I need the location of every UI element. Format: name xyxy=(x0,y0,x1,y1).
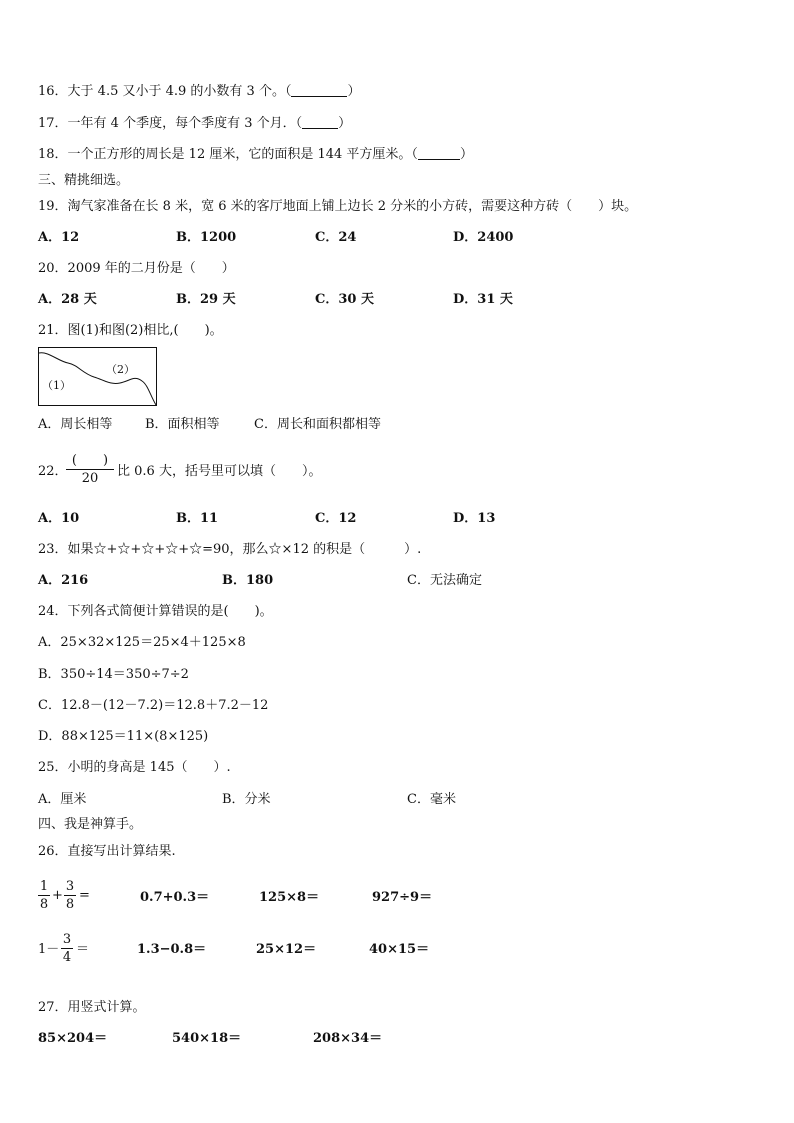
fraction-3-4 xyxy=(61,932,73,965)
q25-option-a[interactable]: A．厘米 xyxy=(38,792,87,807)
fraction-denominator: 4 xyxy=(62,950,72,965)
calc-927-div-9[interactable]: 927÷9＝ xyxy=(372,890,433,905)
q24-option-a[interactable]: A．25×32×125＝25×4＋125×8 xyxy=(38,635,246,650)
q22-option-d[interactable]: D．13 xyxy=(453,511,496,526)
question-21: 21．图(1)和图(2)相比,( )。 xyxy=(38,323,223,338)
q20-option-a[interactable]: A．28 天 xyxy=(38,292,97,307)
fraction-denominator: 20 xyxy=(81,471,99,486)
q19-option-b[interactable]: B．1200 xyxy=(176,230,237,245)
q24-option-c[interactable]: C．12.8－(12－7.2)＝12.8＋7.2－12 xyxy=(38,698,269,713)
answer-blank[interactable] xyxy=(291,84,347,97)
fraction-numerator: 3 xyxy=(65,879,75,894)
q25-option-c[interactable]: C．毫米 xyxy=(407,792,456,807)
q19-option-a[interactable]: A．12 xyxy=(38,230,80,245)
figure-label-2: （2） xyxy=(106,363,135,376)
q16-text: 16．大于 4.5 又小于 4.9 的小数有 3 个。（ xyxy=(38,84,292,99)
section-4-heading: 四、我是神算手。 xyxy=(38,817,143,832)
fraction-numerator: 3 xyxy=(62,932,72,947)
q21-option-c[interactable]: C．周长和面积都相等 xyxy=(254,417,381,432)
q23-option-b[interactable]: B．180 xyxy=(222,573,274,588)
figure-label-1: （1） xyxy=(42,379,71,392)
q19-option-d[interactable]: D．2400 xyxy=(453,230,514,245)
q24-option-d[interactable]: D．88×125＝11×(8×125) xyxy=(38,729,209,744)
q22-option-b[interactable]: B．11 xyxy=(176,511,219,526)
figure-rectangle xyxy=(39,348,157,406)
q17-close: ） xyxy=(338,116,352,131)
calc-540-times-18[interactable]: 540×18＝ xyxy=(172,1031,242,1046)
calc-25-times-12[interactable]: 25×12＝ xyxy=(256,942,317,957)
one-minus: 1－ xyxy=(38,942,60,957)
fraction-bar xyxy=(61,948,73,949)
q22-text: 比 0.6 大，括号里可以填（ ）。 xyxy=(117,464,322,479)
q22-fraction xyxy=(66,453,114,486)
q22-option-a[interactable]: A．10 xyxy=(38,511,80,526)
plus-sign: + xyxy=(52,888,63,903)
question-18 xyxy=(38,147,473,163)
answer-blank[interactable] xyxy=(418,147,460,160)
section-3-heading: 三、精挑细选。 xyxy=(38,173,130,188)
q20-option-d[interactable]: D．31 天 xyxy=(453,292,513,307)
q19-option-c[interactable]: C．24 xyxy=(315,230,357,245)
q24-option-b[interactable]: B．350÷14＝350÷7÷2 xyxy=(38,667,189,682)
fraction-numerator: 1 xyxy=(39,879,49,894)
q18-text: 18．一个正方形的周长是 12 厘米，它的面积是 144 平方厘米。（ xyxy=(38,147,418,162)
q23-option-a[interactable]: A．216 xyxy=(38,573,89,588)
q20-option-b[interactable]: B．29 天 xyxy=(176,292,236,307)
q21-option-a[interactable]: A．周长相等 xyxy=(38,417,113,432)
fraction-denominator: 8 xyxy=(65,897,75,912)
calc-208-times-34[interactable]: 208×34＝ xyxy=(313,1031,383,1046)
fraction-3-8 xyxy=(64,879,76,912)
fraction-bar xyxy=(64,895,76,896)
question-24: 24．下列各式简便计算错误的是( )。 xyxy=(38,604,273,619)
q23-option-c[interactable]: C．无法确定 xyxy=(407,573,482,588)
question-16 xyxy=(38,84,360,100)
fraction-denominator: 8 xyxy=(39,897,49,912)
q16-close: ） xyxy=(347,84,361,99)
question-27: 27．用竖式计算。 xyxy=(38,1000,146,1015)
question-17 xyxy=(38,116,351,132)
question-20: 20．2009 年的二月份是（ ） xyxy=(38,261,235,276)
equals-sign[interactable]: = xyxy=(79,888,90,903)
calc-40-times-15[interactable]: 40×15＝ xyxy=(369,942,430,957)
calc-125-times-8[interactable]: 125×8＝ xyxy=(259,890,320,905)
q22-number: 22． xyxy=(38,464,68,479)
fraction-bar xyxy=(66,469,114,470)
question-23: 23．如果☆+☆+☆+☆+☆=90，那么☆×12 的积是（ ）. xyxy=(38,542,422,557)
question-19: 19．淘气家准备在长 8 米，宽 6 米的客厅地面上铺上边长 2 分米的小方砖，需要这种方砖（ ）块。 xyxy=(38,199,638,214)
question-25: 25．小明的身高是 145（ ）. xyxy=(38,760,231,775)
fraction-numerator[interactable]: ( ) xyxy=(71,453,109,468)
question-26: 26．直接写出计算结果. xyxy=(38,844,176,859)
calc-85-times-204[interactable]: 85×204＝ xyxy=(38,1031,108,1046)
fraction-bar xyxy=(38,895,50,896)
q21-option-b[interactable]: B．面积相等 xyxy=(145,417,220,432)
q20-option-c[interactable]: C．30 天 xyxy=(315,292,374,307)
q18-close: ） xyxy=(459,147,473,162)
q21-figure xyxy=(38,347,158,407)
calc-0-7-plus-0-3[interactable]: 0.7+0.3＝ xyxy=(140,890,210,905)
calc-1-3-minus-0-8[interactable]: 1.3−0.8＝ xyxy=(137,942,207,957)
fraction-1-8 xyxy=(38,879,50,912)
q25-option-b[interactable]: B．分米 xyxy=(222,792,271,807)
q17-text: 17．一年有 4 个季度，每个季度有 3 个月．（ xyxy=(38,116,303,131)
q22-option-c[interactable]: C．12 xyxy=(315,511,357,526)
equals-sign[interactable]: ＝ xyxy=(76,942,90,957)
answer-blank[interactable] xyxy=(302,116,338,129)
